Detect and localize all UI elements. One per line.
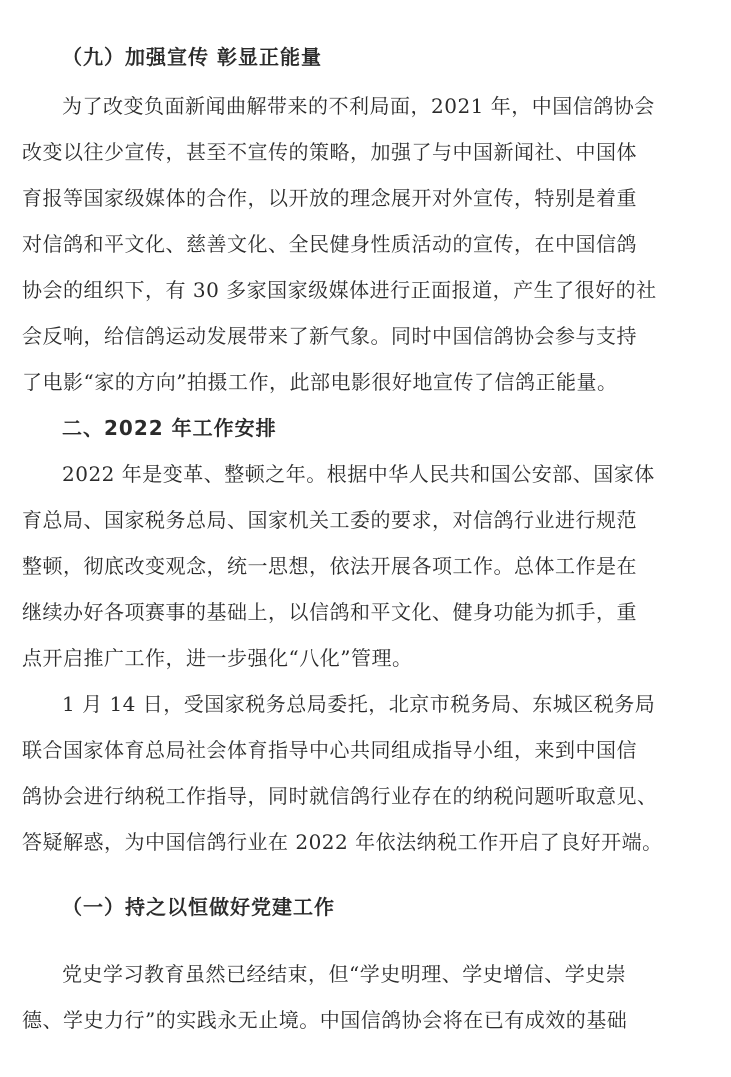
paragraph-3-line-1: 1 月 14 日，受国家税务总局委托，北京市税务局、东城区税务局 — [62, 692, 656, 716]
paragraph-2-line-2: 育总局、国家税务总局、国家机关工委的要求，对信鸽行业进行规范 — [22, 508, 637, 532]
paragraph-3-line-4: 答疑解惑，为中国信鸽行业在 2022 年依法纳税工作开启了良好开端。 — [22, 830, 663, 854]
paragraph-2-line-3: 整顿，彻底改变观念，统一思想，依法开展各项工作。总体工作是在 — [22, 554, 637, 578]
paragraph-2-line-1: 2022 年是变革、整顿之年。根据中华人民共和国公安部、国家体 — [62, 462, 655, 486]
paragraph-1-line-7: 了电影“家的方向”拍摄工作，此部电影很好地宣传了信鸽正能量。 — [22, 370, 618, 394]
paragraph-1-line-1: 为了改变负面新闻曲解带来的不利局面，2021 年，中国信鸽协会 — [62, 94, 655, 118]
paragraph-2-line-5: 点开启推广工作，进一步强化“八化”管理。 — [22, 646, 413, 670]
section-2-heading: 二、2022 年工作安排 — [62, 416, 277, 440]
paragraph-3-line-3: 鸽协会进行纳税工作指导，同时就信鸽行业存在的纳税问题听取意见、 — [22, 784, 658, 808]
section-9-heading: （九）加强宣传 彰显正能量 — [62, 45, 322, 69]
paragraph-1-line-2: 改变以往少宣传，甚至不宣传的策略，加强了与中国新闻社、中国体 — [22, 140, 637, 164]
paragraph-4-line-1: 党史学习教育虽然已经结束，但“学史明理、学史增信、学史崇 — [62, 962, 627, 986]
paragraph-2-line-4: 继续办好各项赛事的基础上，以信鸽和平文化、健身功能为抓手，重 — [22, 600, 637, 624]
paragraph-1-line-5: 协会的组织下，有 30 多家国家级媒体进行正面报道，产生了很好的社 — [22, 278, 657, 302]
paragraph-1-line-6: 会反响，给信鸽运动发展带来了新气象。同时中国信鸽协会参与支持 — [22, 324, 637, 348]
paragraph-1-line-3: 育报等国家级媒体的合作，以开放的理念展开对外宣传，特别是着重 — [22, 186, 637, 210]
paragraph-1-line-4: 对信鸽和平文化、慈善文化、全民健身性质活动的宣传，在中国信鸽 — [22, 232, 637, 256]
subsection-1-heading: （一）持之以恒做好党建工作 — [62, 895, 335, 919]
paragraph-3-line-2: 联合国家体育总局社会体育指导中心共同组成指导小组，来到中国信 — [22, 738, 637, 762]
paragraph-4-line-2: 德、学史力行”的实践永无止境。中国信鸽协会将在已有成效的基础 — [22, 1008, 628, 1032]
